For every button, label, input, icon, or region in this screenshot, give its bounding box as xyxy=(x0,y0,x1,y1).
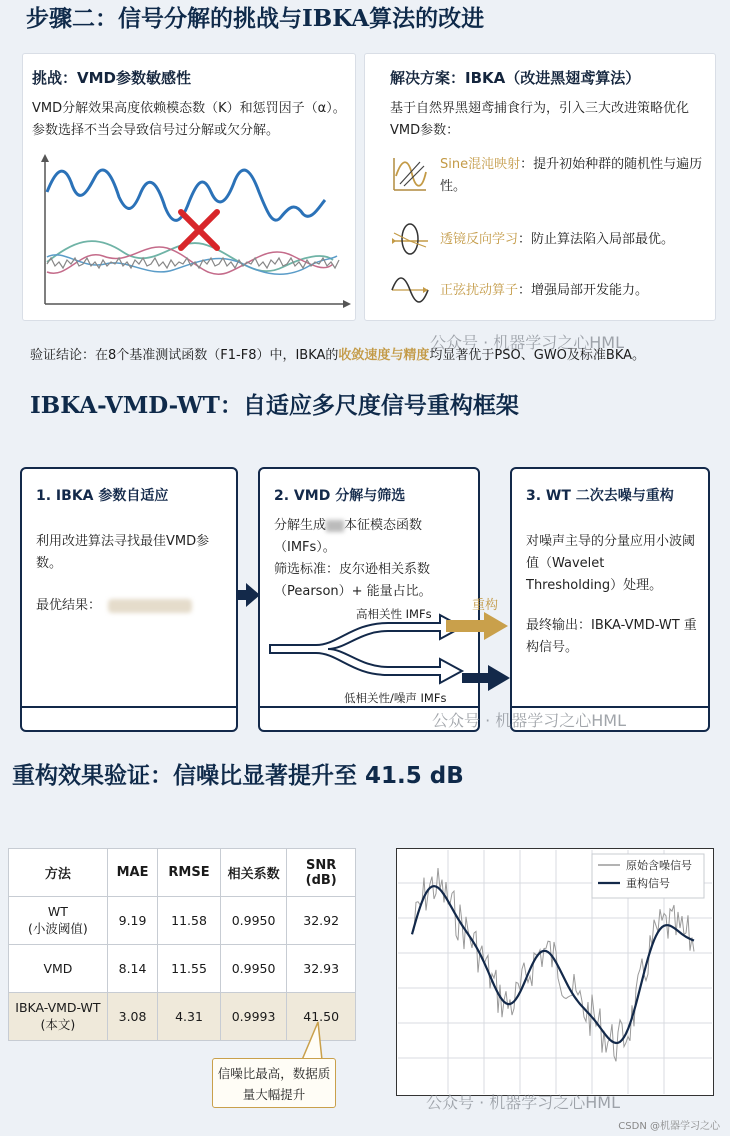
watermark: 公众号 · 机器学习之心HML xyxy=(426,1093,621,1112)
validation-title: 重构效果验证：信噪比显著提升至 41.5 dB xyxy=(12,763,464,789)
table-cell: 0.9950 xyxy=(220,945,287,993)
legend-recon: 重构信号 xyxy=(626,877,670,890)
box3-body-1: 对噪声主导的分量应用小波阈值（Wavelet Thresholding）处理。 xyxy=(526,534,696,593)
snr-callout: 信噪比最高，数据质量大幅提升 xyxy=(212,1058,336,1108)
challenge-card xyxy=(22,53,356,321)
arrow-1-to-2 xyxy=(238,582,260,608)
box1-result-label: 最优结果： xyxy=(36,598,102,613)
conclusion-suffix: 均显著优于PSO、GWO及标准BKA。 xyxy=(429,348,646,363)
table-cell: 0.9950 xyxy=(220,897,287,945)
solution-title: 解决方案：IBKA（改进黑翅鸢算法） xyxy=(390,69,641,87)
strategy-name: 透镜反向学习 xyxy=(440,232,519,247)
box1-body: 利用改进算法寻找最佳VMD参数。 xyxy=(36,534,210,571)
box1-title: 1. IBKA 参数自适应 xyxy=(36,488,169,504)
footer-credit: CSDN @机器学习之心 xyxy=(618,1121,720,1132)
redacted-blur xyxy=(326,520,344,532)
callout-pointer xyxy=(290,1020,330,1062)
flow-box-ibka xyxy=(20,467,238,732)
table-cell: 0.9993 xyxy=(220,993,287,1041)
box3-body-2: 最终输出：IBKA-VMD-WT 重构信号。 xyxy=(526,618,697,655)
col-header: MAE xyxy=(107,849,157,897)
table-cell: 32.92 xyxy=(287,897,356,945)
legend-noisy: 原始含噪信号 xyxy=(626,859,692,872)
col-header: SNR (dB) xyxy=(287,849,356,897)
box2-body-1: 分解生成 xyxy=(274,518,327,533)
plot-legend xyxy=(592,854,704,898)
arrow-low-to-wt xyxy=(462,665,510,691)
table-cell: WT (小波阈值) xyxy=(9,897,108,945)
challenge-title: 挑战：VMD参数敏感性 xyxy=(32,69,191,87)
col-header: 方法 xyxy=(9,849,108,897)
flow-box-wt xyxy=(510,467,710,732)
high-corr-label: 高相关性 IMFs xyxy=(356,607,432,621)
strategy-desc: ：提升初始种群的随机性与遍历性。 xyxy=(440,157,703,194)
table-cell: 8.14 xyxy=(107,945,157,993)
results-table xyxy=(8,848,356,1041)
box3-title: 3. WT 二次去噪与重构 xyxy=(526,488,674,504)
lens-icon xyxy=(390,219,430,259)
redacted-blur xyxy=(108,599,192,613)
conclusion-highlight: 收敛速度与精度 xyxy=(338,348,430,363)
watermark: 公众号 · 机器学习之心HML xyxy=(430,333,625,352)
col-header: 相关系数 xyxy=(220,849,287,897)
watermark: 公众号 · 机器学习之心HML xyxy=(432,711,627,730)
step2-title: 步骤二：信号分解的挑战与IBKA算法的改进 xyxy=(26,5,485,32)
table-row xyxy=(9,945,356,993)
flow-box-vmd xyxy=(258,467,480,732)
table-cell: 41.50 xyxy=(287,993,356,1041)
table-header-row xyxy=(9,849,356,897)
table-cell: VMD xyxy=(9,945,108,993)
strategy-desc: ：增强局部开发能力。 xyxy=(518,283,649,298)
table-cell: 11.58 xyxy=(158,897,221,945)
table-cell: IBKA-VMD-WT (本文) xyxy=(9,993,108,1041)
conclusion-prefix: 验证结论：在8个基准测试函数（F1-F8）中，IBKA的 xyxy=(30,348,339,363)
box2-body-1b: 本征模态函数（IMFs）。 xyxy=(274,518,423,555)
sine-wave-icon xyxy=(390,270,430,310)
table-row xyxy=(9,897,356,945)
solution-intro: 基于自然界黑翅鸢捕食行为，引入三大改进策略优化VMD参数： xyxy=(390,101,690,138)
decomposition-plot xyxy=(33,152,353,312)
box2-title: 2. VMD 分解与筛选 xyxy=(274,488,406,504)
col-header: RMSE xyxy=(158,849,221,897)
signal-plot xyxy=(396,848,714,1096)
strategy-desc: ：防止算法陷入局部最优。 xyxy=(518,232,675,247)
table-cell: 3.08 xyxy=(107,993,157,1041)
strategy-name: Sine混沌映射 xyxy=(440,157,521,172)
sine-chaos-icon xyxy=(390,154,430,194)
low-corr-label: 低相关性/噪声 IMFs xyxy=(344,691,447,705)
arrow-high-to-wt xyxy=(446,612,510,640)
challenge-body: VMD分解效果高度依赖模态数（K）和惩罚因子（α）。参数选择不当会导致信号过分解或欠分解。 xyxy=(32,101,346,138)
framework-title: IBKA-VMD-WT：自适应多尺度信号重构框架 xyxy=(30,392,519,419)
table-cell: 9.19 xyxy=(107,897,157,945)
solution-card xyxy=(364,53,716,321)
table-cell: 11.55 xyxy=(158,945,221,993)
table-cell: 4.31 xyxy=(158,993,221,1041)
box2-body-2: 筛选标准：皮尔逊相关系数（Pearson）+ 能量占比。 xyxy=(274,562,432,599)
split-arrow xyxy=(268,609,468,689)
conclusion-text xyxy=(30,344,645,363)
reconstruct-label: 重构 xyxy=(472,598,499,613)
strategy-name: 正弦扰动算子 xyxy=(440,283,519,298)
table-cell: 32.93 xyxy=(287,945,356,993)
